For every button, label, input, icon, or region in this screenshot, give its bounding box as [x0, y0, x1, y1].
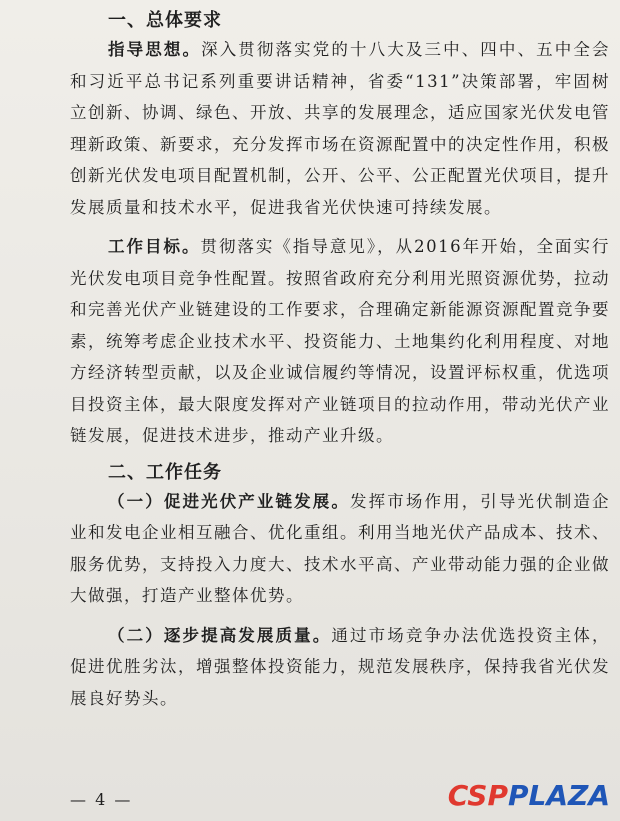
paragraph-task-1 — [70, 486, 610, 612]
paragraph-lead: （一）促进光伏产业链发展。 — [108, 491, 350, 511]
watermark-logo — [448, 779, 610, 813]
paragraph-text: 深入贯彻落实党的十八大及三中、四中、五中全会和习近平总书记系列重要讲话精神，省委“131”决策部署，牢固树立创新、协调、绿色、开放、共享的发展理念，适应国家光伏发电管理新政策、新要求，充分发挥市场在资源配置中的决定性作用，积极创新光伏发电项目配置机制，公开、公平、公正配置光伏项目，提升发展质量和技术水平，促进我省光伏快速可持续发展。 — [70, 40, 611, 217]
paragraph-lead: 工作目标。 — [108, 237, 201, 256]
section-heading-general-requirements: 一、总体要求 — [108, 10, 222, 31]
paragraph-work-goal — [70, 231, 610, 452]
document-body — [70, 8, 610, 714]
watermark-part-csp: CSP — [447, 779, 508, 812]
paragraph-lead: （二）逐步提高发展质量。 — [108, 625, 332, 645]
paragraph-text: 贯彻落实《指导意见》，从2016年开始，全面实行光伏发电项目竞争性配置。按照省政府充分利用光照资源优势，拉动和完善光伏产业链建设的工作要求，合理确定新能源资源配置竞争要素，统筹考虑企业技术水平、投资能力、土地集约化利用程度、对地方经济转型贡献，以及企业诚信履约等情况，设置评标权重，优选项目投资主体，最大限度发挥对产业链项目的拉动作用，带动光伏产业链发展，促进技术进步，推动产业升级。 — [70, 237, 610, 445]
paragraph-text: 发挥市场作用，引导光伏制造企业和发电企业相互融合、优化重组。利用当地光伏产品成本、技术、服务优势，支持投入力度大、技术水平高、产业带动能力强的企业做大做强，打造产业整体优势。 — [70, 491, 611, 605]
paragraph-lead: 指导思想。 — [108, 40, 202, 59]
section-heading-work-tasks: 二、工作任务 — [108, 461, 222, 483]
paragraph-text: 通过市场竞争办法优选投资主体，促进优胜劣汰，增强整体投资能力，规范发展秩序，保持我省光伏发展良好势头。 — [70, 625, 611, 708]
watermark-part-plaza: PLAZA — [507, 779, 610, 812]
paragraph-task-2 — [70, 620, 610, 715]
page-number: — 4 — — [70, 790, 133, 809]
paragraph-guiding-ideology — [70, 34, 610, 223]
